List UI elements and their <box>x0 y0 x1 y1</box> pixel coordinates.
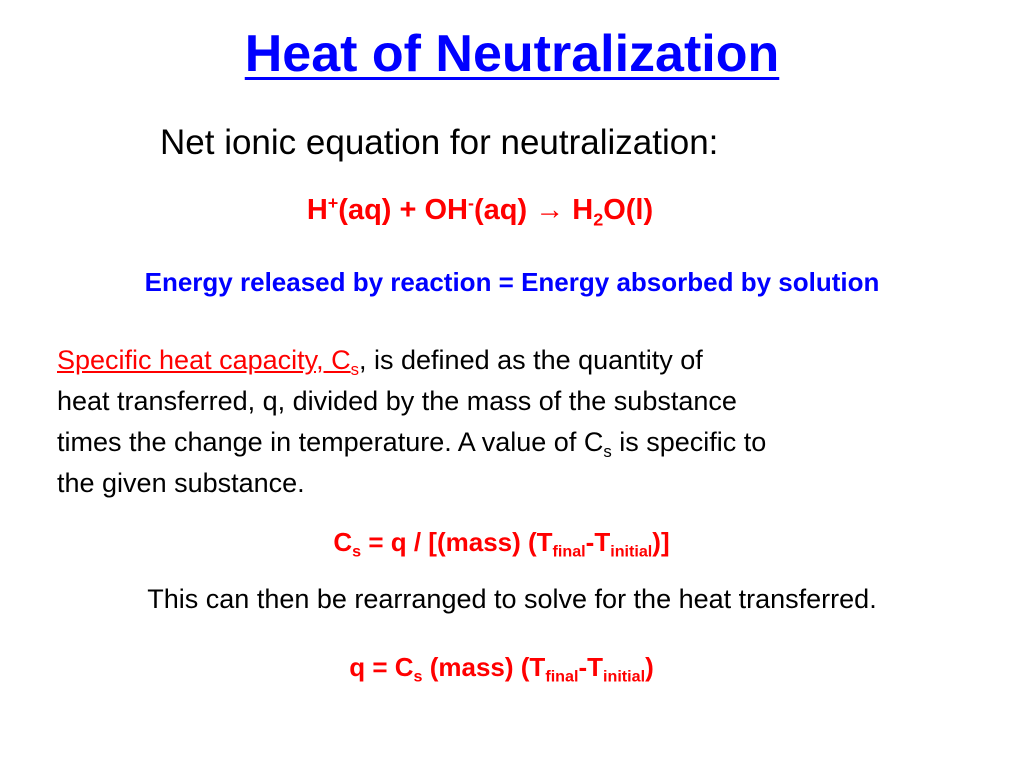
f2-start: q = C <box>349 652 414 682</box>
f1-end: )] <box>652 527 670 557</box>
f1-c-sub: s <box>352 542 362 561</box>
eq-h2: H <box>564 194 594 226</box>
definition-term <box>57 345 360 379</box>
eq-h: H <box>306 194 328 226</box>
f1-dash: -T <box>585 527 611 557</box>
energy-statement: Energy released by reaction = Energy absorbed by solution <box>144 267 880 297</box>
eq-water: O(l) <box>603 194 654 226</box>
slide-subtitle: Net ionic equation for neutralization: <box>160 123 719 162</box>
definition-paragraph <box>57 340 997 504</box>
f2-t-final-sub: final <box>545 667 579 686</box>
net-ionic-equation <box>0 193 960 228</box>
slide-title: Heat of Neutralization <box>244 25 780 83</box>
definition-line-3-sub: s <box>603 441 612 461</box>
definition-line-2: heat transferred, q, divided by the mass of the substance <box>57 386 737 416</box>
f1-c: C <box>333 527 353 557</box>
definition-line-3-a: times the change in temperature. A value of C <box>57 427 604 457</box>
eq-h-charge: + <box>327 193 339 214</box>
definition-term-sub: s <box>350 359 360 379</box>
f1-t-initial-sub: initial <box>610 542 653 561</box>
specific-heat-formula <box>0 527 1003 561</box>
f2-mid: (mass) (T <box>422 652 546 682</box>
f1-mid: = q / [(mass) (T <box>361 527 553 557</box>
definition-term-text: Specific heat capacity, C <box>57 345 351 375</box>
definition-line-4: the given substance. <box>57 468 305 498</box>
reaction-arrow-icon: → <box>535 194 565 226</box>
f2-end: ) <box>645 652 654 682</box>
heat-transferred-formula <box>0 652 1003 686</box>
definition-line-3-b: is specific to <box>611 427 767 457</box>
f2-dash: -T <box>578 652 603 682</box>
eq-aq-oh: (aq) + OH <box>338 194 469 226</box>
definition-line-3 <box>57 422 997 463</box>
definition-line-1-rest: , is defined as the quantity of <box>359 345 703 375</box>
eq-oh-charge: - <box>468 193 474 214</box>
f2-t-initial-sub: initial <box>603 667 646 686</box>
f2-c-sub: s <box>413 667 423 686</box>
rearrange-text: This can then be rearranged to solve for the heat transferred. <box>147 584 877 614</box>
eq-aq: (aq) <box>474 194 536 226</box>
f1-t-final-sub: final <box>552 542 586 561</box>
definition-line-1 <box>57 340 997 381</box>
eq-sub-2: 2 <box>593 209 604 230</box>
